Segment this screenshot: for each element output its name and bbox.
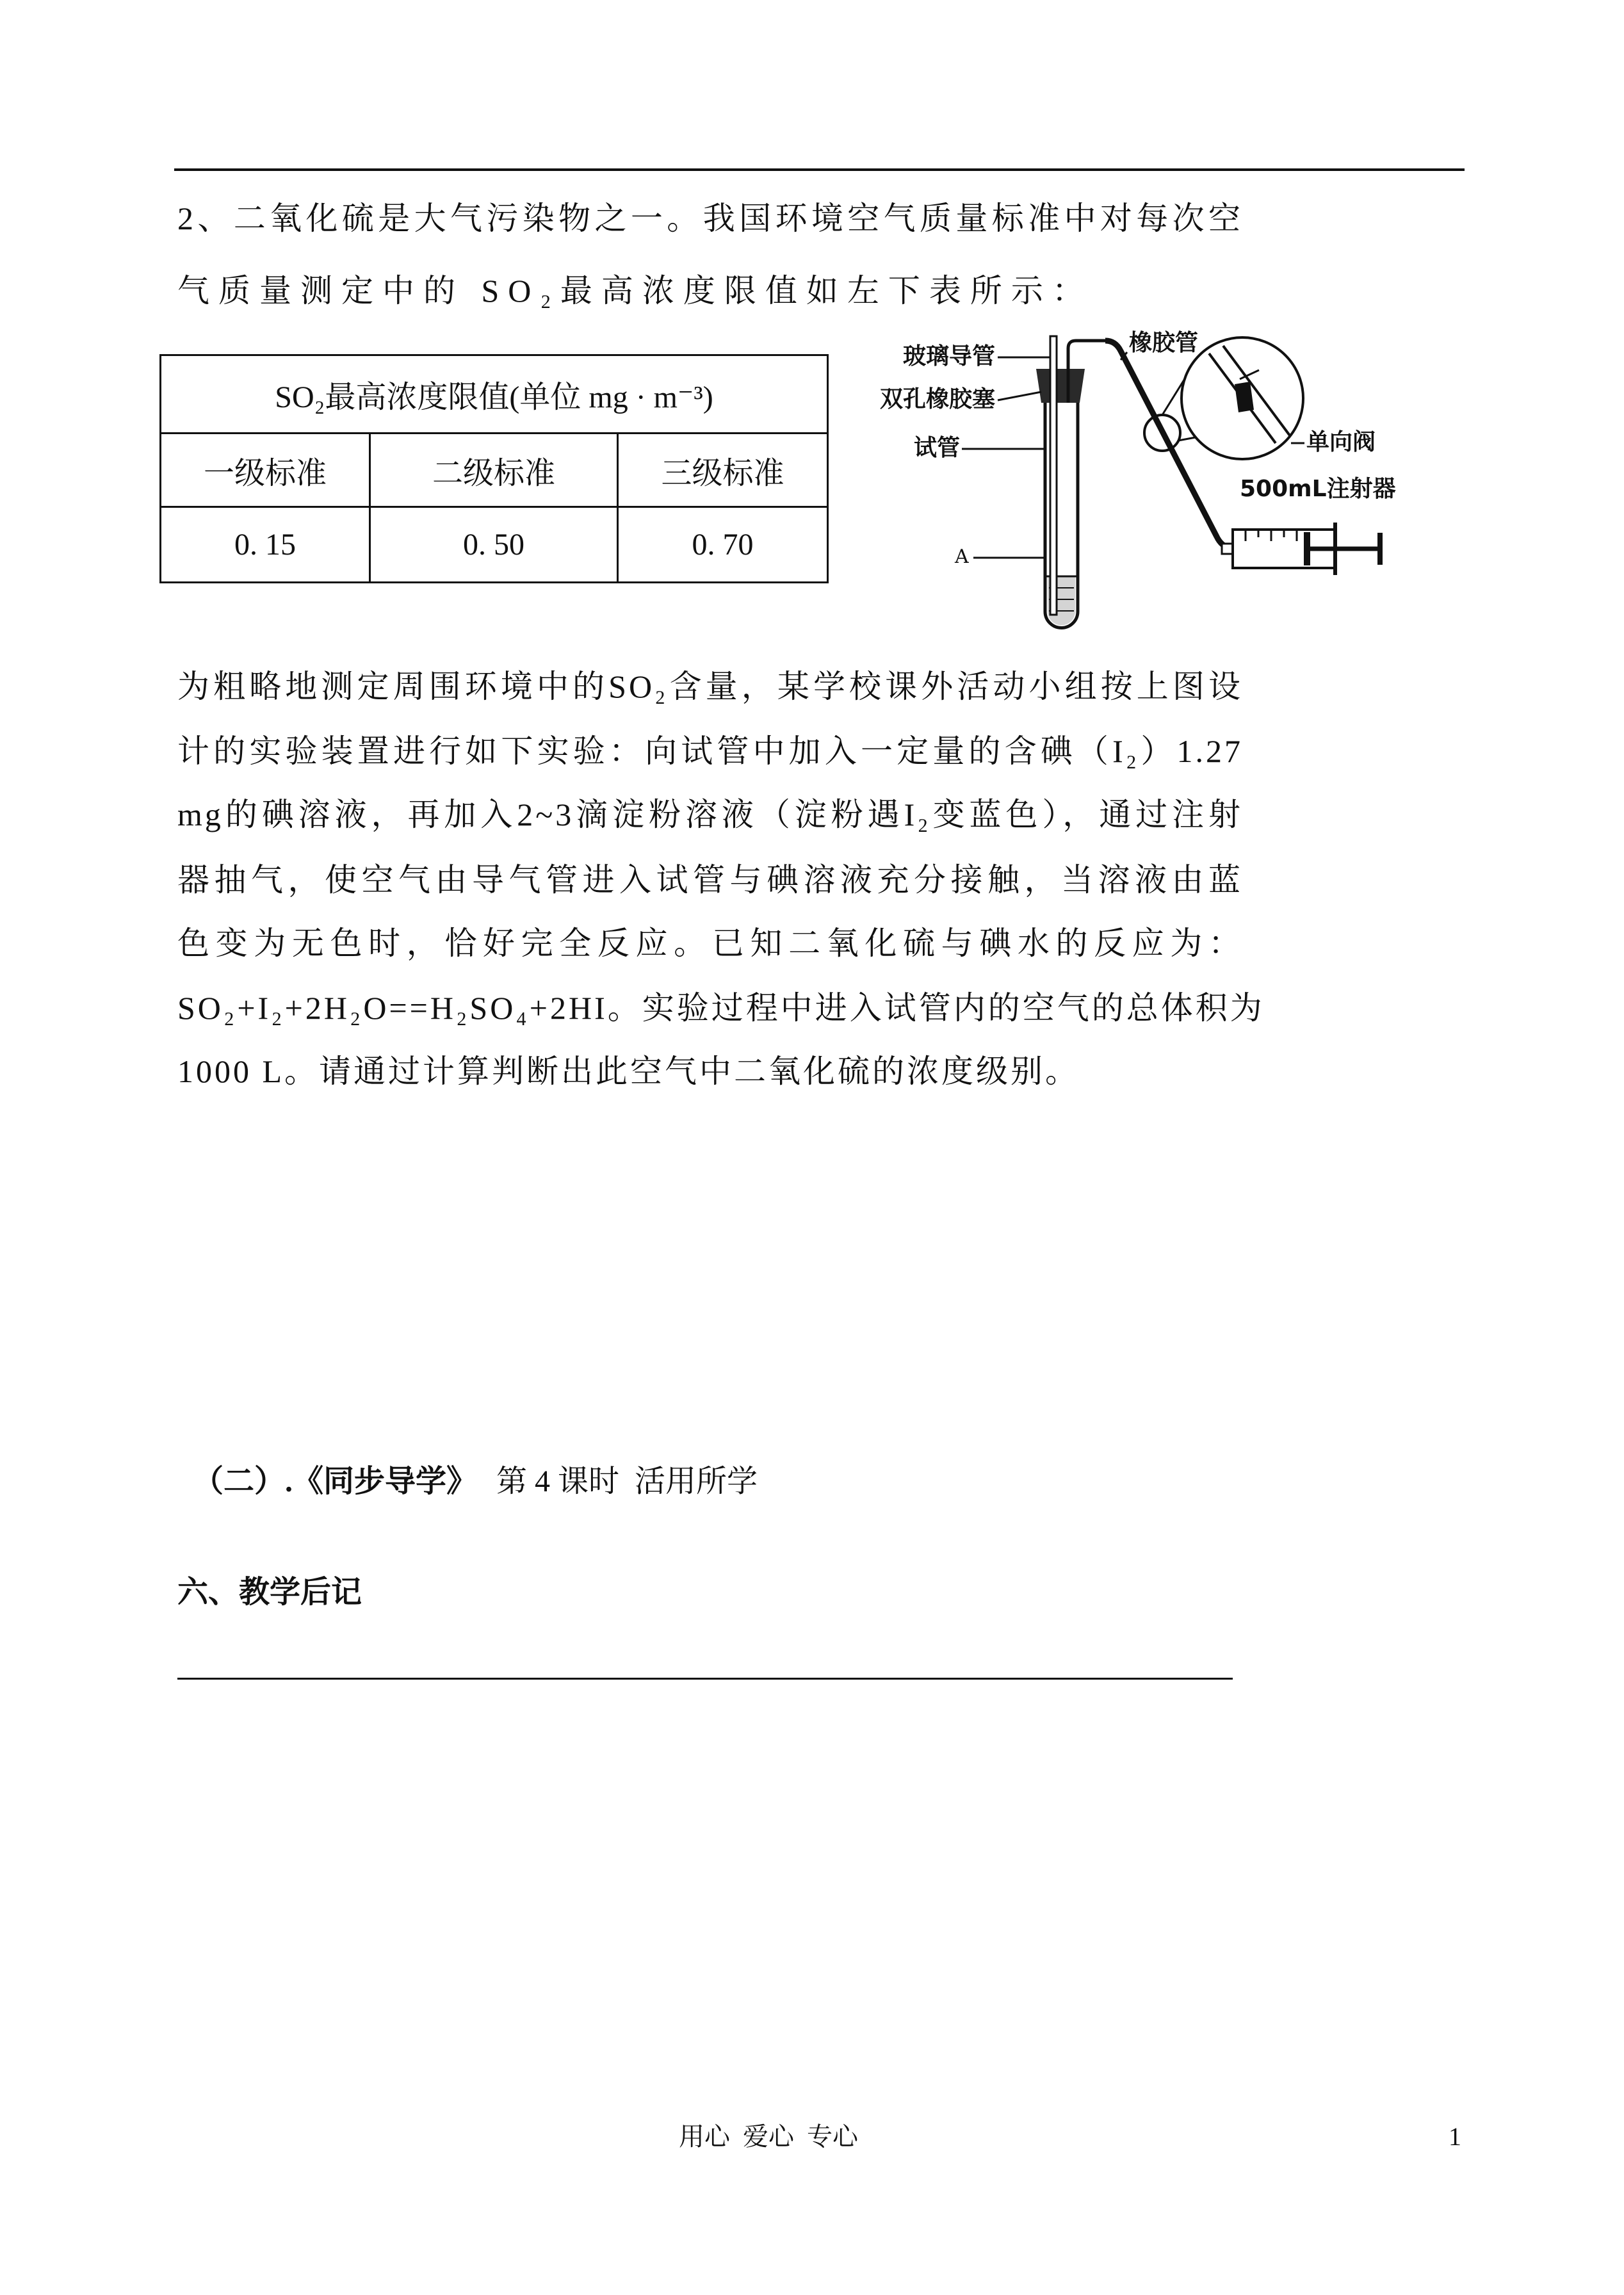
problem-body-line: 为粗略地测定周围环境中的SO₂含量，某学校课外活动小组按上图设 bbox=[177, 669, 1243, 704]
problem-body-line: 1000 L。请通过计算判断出此空气中二氧化硫的浓度级别。 bbox=[177, 1053, 1080, 1089]
footer-motto: 用心 爱心 专心 bbox=[679, 2122, 858, 2151]
section-title-bold: （二）.《同步导学》 bbox=[193, 1464, 478, 1498]
syringe-piston bbox=[1304, 532, 1310, 565]
table-row bbox=[161, 507, 828, 583]
so2-limit-table bbox=[159, 354, 829, 583]
label-check-valve: 单向阀 bbox=[1306, 429, 1376, 455]
problem-body-line: 器抽气，使空气由导气管进入试管与碘溶液充分接触，当溶液由蓝 bbox=[177, 862, 1243, 898]
label-point-a: A bbox=[955, 546, 969, 568]
table-value-cell: 0. 70 bbox=[618, 507, 828, 583]
label-rubber-tube: 橡胶管 bbox=[1129, 330, 1199, 356]
table-value-cell: 0. 50 bbox=[370, 507, 618, 583]
reflection-writing-line bbox=[177, 1678, 1233, 1680]
problem-body-line: SO₂+I₂+2H₂O==H₂SO₄+2HI。实验过程中进入试管内的空气的总体积为 bbox=[177, 990, 1265, 1026]
rubber-stopper bbox=[1036, 369, 1085, 403]
inlet-glass-tube bbox=[1050, 336, 1057, 615]
label-test-tube: 试管 bbox=[914, 435, 961, 461]
table-column-label: 三级标准 bbox=[618, 434, 828, 507]
problem-body-line: mg的碘溶液，再加入2~3滴淀粉溶液（淀粉遇I₂变蓝色），通过注射 bbox=[177, 797, 1243, 832]
experiment-apparatus-diagram bbox=[858, 320, 1409, 640]
syringe-tip bbox=[1222, 544, 1233, 554]
label-glass-tube: 玻璃导管 bbox=[903, 343, 996, 369]
label-syringe: 500mL注射器 bbox=[1240, 476, 1396, 502]
problem-intro-line: 气质量测定中的 SO₂最高浓度限值如左下表所示： bbox=[177, 273, 1093, 309]
table-header-row bbox=[161, 355, 828, 434]
reflection-heading: 六、教学后记 bbox=[177, 1575, 362, 1609]
problem-body-line: 色变为无色时，恰好完全反应。已知二氧化硫与碘水的反应为： bbox=[177, 925, 1243, 961]
header-rule bbox=[174, 168, 1465, 171]
section-title-rest: 第 4 课时 活用所学 bbox=[496, 1464, 758, 1498]
table-row bbox=[161, 434, 828, 507]
problem-intro-line: 2、二氧化硫是大气污染物之一。我国环境空气质量标准中对每次空 bbox=[177, 200, 1243, 236]
table-column-label: 二级标准 bbox=[370, 434, 618, 507]
page-number: 1 bbox=[1449, 2122, 1461, 2151]
problem-body-line: 计的实验装置进行如下实验：向试管中加入一定量的含碘（I₂）1.27 bbox=[177, 733, 1243, 769]
table-header-cell: SO₂最高浓度限值(单位 mg · m⁻³) bbox=[161, 355, 828, 434]
leader-line bbox=[998, 392, 1041, 400]
label-stopper: 双孔橡胶塞 bbox=[880, 386, 996, 412]
table-value-cell: 0. 15 bbox=[161, 507, 370, 583]
table-column-label: 一级标准 bbox=[161, 434, 370, 507]
magnifier-line bbox=[1178, 437, 1196, 441]
section-heading bbox=[177, 1424, 758, 1501]
